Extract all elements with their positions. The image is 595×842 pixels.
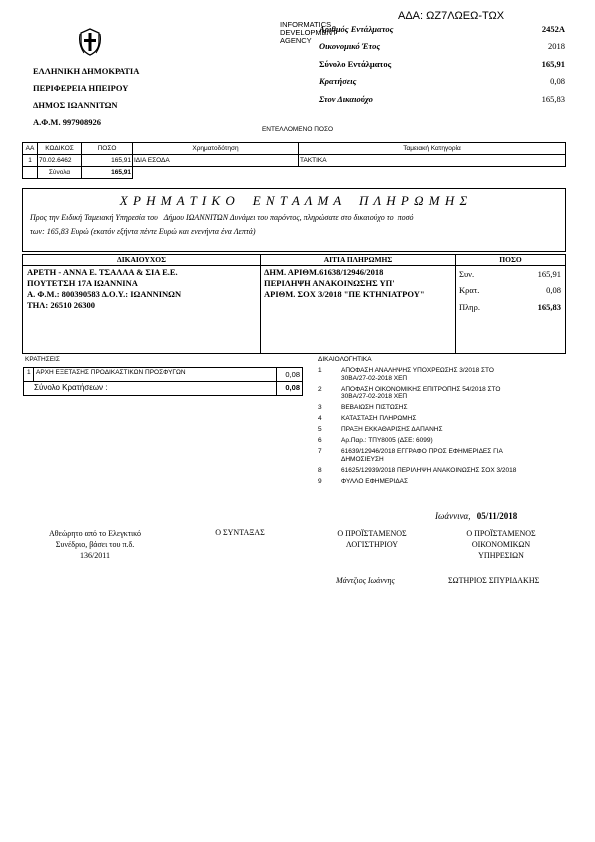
- place-date: [435, 511, 517, 521]
- accounting-head-signature: [312, 528, 432, 550]
- audit-line: Συνέδριο, βάσει του π.δ.: [55, 540, 135, 549]
- row-amount: 165,91: [82, 155, 133, 167]
- table-total-row: [23, 167, 566, 179]
- signature-line: ΥΠΗΡΕΣΙΩΝ: [478, 551, 524, 560]
- info-label: Στον Δικαιούχο: [319, 94, 373, 104]
- document-number: 4: [318, 415, 322, 422]
- table-row: [23, 155, 566, 167]
- overlay-line: DEVELOPMENT: [280, 28, 337, 37]
- accounting-head-name: Μάντζιος Ιωάννης: [336, 576, 395, 585]
- beneficiary-tax-id: Α. Φ.Μ.: 800390583 Δ.Ο.Υ.: ΙΩΑΝΝΙΝΩΝ: [27, 289, 182, 299]
- document-number: 6: [318, 437, 322, 444]
- documents-heading: ΔΙΚΑΙΟΛΟΓΗΤΙΚΑ: [318, 356, 372, 363]
- document-text: ΑΠΟΦΑΣΗ ΑΝΑΛΗΨΗΣ ΥΠΟΧΡΕΩΣΗΣ 3/2018 ΣΤΟ: [341, 367, 494, 374]
- document-item: [318, 466, 561, 475]
- column-header: Ταμειακή Κατηγορία: [299, 143, 566, 155]
- document-item: [318, 477, 561, 486]
- signature-line: ΛΟΓΙΣΤΗΡΙΟΥ: [345, 540, 399, 549]
- finance-head-name: ΣΩΤΗΡΙΟΣ ΣΠΥΡΙΔΑΚΗΣ: [448, 576, 540, 585]
- document-text: ΦΥΛΛΟ ΕΦΗΜΕΡΙΔΑΣ: [341, 477, 409, 485]
- reason-line: ΑΡΙΘΜ. ΣΟΧ 3/2018 "ΠΕ ΚΤΗΝΙΑΤΡΟΥ": [264, 289, 425, 299]
- total-value: 165,91: [82, 167, 133, 179]
- table-header-row: [23, 143, 566, 155]
- info-label: Αριθμός Εντάλματος: [319, 24, 394, 34]
- document-number: 5: [318, 426, 322, 433]
- overlay-line: AGENCY: [280, 36, 312, 45]
- document-item: [318, 448, 561, 463]
- payment-table: [22, 254, 566, 354]
- deduction-number: 1: [27, 369, 31, 376]
- document-number: 3: [318, 404, 322, 411]
- deductions-heading: ΚΡΑΤΗΣΕΙΣ: [25, 356, 60, 363]
- document-number: 2: [318, 385, 322, 393]
- document-text: 61639/12946/2018 ΕΓΓΡΑΦΟ ΠΡΟΣ ΕΦΗΜΕΡΙΔΕΣ ΓΙΑ: [341, 448, 503, 455]
- order-title: Χ Ρ Η Μ Α Τ Ι Κ Ο Ε Ν Τ Α Λ Μ Α Π Λ Η Ρ Ω Μ Η Σ: [119, 193, 469, 208]
- order-text-line2: των: 165,83 Ευρώ (εκατόν εξήντα πέντε Ευρώ και ενενήντα ένα Λεπτά): [30, 227, 256, 236]
- document-number: 8: [318, 466, 322, 474]
- place-label: Ιωάννινα,: [435, 511, 471, 521]
- amount-value: 165,91: [537, 269, 561, 279]
- beneficiary-block: [27, 267, 181, 311]
- document-text: ΒΕΒΑΙΩΣΗ ΠΙΣΤΩΣΗΣ: [341, 404, 408, 411]
- info-label: Οικονομικό Έτος: [319, 41, 381, 51]
- column-header: Χρηματοδότηση: [133, 143, 299, 155]
- reason-block: [264, 267, 425, 300]
- total-label: Σύνολα: [38, 167, 82, 179]
- overlay-line: INFORMATICS: [280, 20, 332, 29]
- documents-list: [318, 367, 561, 489]
- warrant-heading: ΕΝΤΕΛΛΟΜΕΝΟ ΠΟΣΟ: [261, 126, 334, 133]
- amount-header: ΠΟΣΟ: [456, 255, 565, 266]
- info-value: 2452A: [541, 24, 565, 34]
- issue-date: 05/11/2018: [476, 511, 518, 521]
- warrant-table: [22, 142, 566, 179]
- document-item: [318, 367, 561, 382]
- info-value: 165,91: [541, 59, 565, 69]
- audit-note: [30, 528, 160, 561]
- document-text: Αρ.Παρ.: ΤΠΥ8005 (ΔΣΕ: 6099): [341, 437, 433, 444]
- beneficiary-address: ΠΟΥΤΕΤΣΗ 17Α ΙΩΑΝΝΙΝΑ: [27, 278, 138, 288]
- document-text-continued: 30ΒΑ/27-02-2018 ΧΕΠ: [341, 374, 408, 382]
- document-text: ΠΡΑΞΗ ΕΚΚΑΘΑΡΙΣΗΣ ΔΑΠΑΝΗΣ: [341, 426, 443, 433]
- document-text: 61625/12939/2018 ΠΕΡΙΛΗΨΗ ΑΝΑΚΟΙΝΩΣΗΣ ΣΟΧ 3/2018: [341, 466, 517, 474]
- amount-label: Πληρ.: [459, 302, 480, 312]
- vat-number: Α.Φ.Μ. 997908926: [33, 117, 101, 127]
- amount-value: 0,08: [546, 285, 561, 295]
- document-text: ΑΠΟΦΑΣΗ ΟΙΚΟΝΟΜΙΚΗΣ ΕΠΙΤΡΟΠΗΣ 54/2018 ΣΤΟ: [341, 385, 501, 393]
- amount-label: Συν.: [459, 269, 475, 279]
- info-label: Κρατήσεις: [319, 76, 357, 86]
- cash-category: ΤΑΚΤΙΚΑ: [299, 155, 566, 167]
- finance-head-signature: [440, 528, 562, 561]
- account-code: 70.02.6462: [38, 155, 82, 167]
- signature-line: Ο ΠΡΟΪΣΤΑΜΕΝΟΣ: [337, 529, 407, 538]
- deductions-total-label: Σύνολο Κρατήσεων :: [34, 383, 108, 392]
- document-item: [318, 426, 561, 434]
- ada-code: ΑΔΑ: ΩΖ7ΛΩΕΩ-ΤΩΧ: [398, 10, 505, 22]
- document-text-continued: ΔΗΜΟΣΙΕΥΣΗ: [341, 455, 384, 463]
- info-value: 2018: [548, 41, 565, 51]
- document-item: [318, 437, 561, 445]
- org-line: ΕΛΛΗΝΙΚΗ ΔΗΜΟΚΡΑΤΙΑ: [33, 66, 140, 76]
- audit-line: Αθεώρητο από το Ελεγκτικό: [49, 529, 141, 538]
- beneficiary-name: ΑΡΕΤΗ - ΑΝΝΑ Ε. ΤΣΑΛΛΑ & ΣΙΑ Ε.Ε.: [27, 267, 178, 277]
- document-item: [318, 415, 561, 423]
- deduction-value: 0,08: [285, 370, 300, 379]
- amount-value: 165,83: [537, 302, 561, 312]
- order-text-line1: Προς την Ειδική Ταμειακή Υπηρεσία του Δήμου ΙΩΑΝΝΙΤΩΝ Δυνάμει του παρόντος, πληρώσατε στο δικαιούχο το ποσό: [30, 213, 414, 222]
- document-number: 9: [318, 477, 322, 485]
- info-label: Σύνολο Εντάλματος: [319, 59, 392, 69]
- column-header: ΚΩΔΙΚΟΣ: [38, 143, 82, 155]
- deduction-label: ΑΡΧΗ ΕΞΕΤΑΣΗΣ ΠΡΟΔΙΚΑΣΤΙΚΩΝ ΠΡΟΣΦΥΓΩΝ: [36, 369, 186, 376]
- document-text: ΚΑΤΑΣΤΑΣΗ ΠΛΗΡΩΜΗΣ: [341, 415, 417, 422]
- reason-line: ΔΗΜ. ΑΡΙΘΜ.61638/12946/2018: [264, 267, 384, 277]
- deductions-total-value: 0,08: [285, 383, 300, 392]
- amount-label: Κρατ.: [459, 285, 480, 295]
- document-item: [318, 404, 561, 412]
- column-header: ΑΑ: [23, 143, 38, 155]
- compiler-signature: Ο ΣΥΝΤΑΞΑΣ: [215, 528, 265, 537]
- beneficiary-phone: ΤΗΛ: 26510 26300: [27, 300, 95, 310]
- reason-line: ΠΕΡΙΛΗΨΗ ΑΝΑΚΟΙΝΩΣΗΣ ΥΠ': [264, 278, 395, 288]
- beneficiary-header: ΔΙΚΑΙΟΥΧΟΣ: [23, 255, 261, 266]
- reason-header: ΑΙΤΙΑ ΠΛΗΡΩΜΗΣ: [261, 255, 456, 266]
- document-number: 1: [318, 367, 322, 374]
- funding-source: ΙΔΙΑ ΕΣΟΔΑ: [133, 155, 299, 167]
- document-number: 7: [318, 448, 322, 455]
- greek-emblem-icon: [79, 28, 101, 56]
- org-line: ΠΕΡΙΦΕΡΕΙΑ ΗΠΕΙΡΟΥ: [33, 83, 129, 93]
- payment-order-box: [22, 188, 566, 252]
- info-value: 0,08: [550, 76, 565, 86]
- document-item: [318, 385, 561, 401]
- column-header: ΠΟΣΟ: [82, 143, 133, 155]
- audit-line: 136/2011: [80, 551, 110, 560]
- document-text-continued: 30ΒΑ/27-02-2018 ΧΕΠ: [341, 393, 408, 400]
- signature-line: ΟΙΚΟΝΟΜΙΚΩΝ: [471, 540, 531, 549]
- row-number: 1: [23, 155, 38, 167]
- organization-block: [33, 63, 139, 131]
- signature-line: Ο ΠΡΟΪΣΤΑΜΕΝΟΣ: [466, 529, 536, 538]
- deductions-table: [23, 367, 303, 396]
- org-line: ΔΗΜΟΣ ΙΩΑΝΝΙΤΩΝ: [33, 100, 118, 110]
- info-value: 165,83: [541, 94, 565, 104]
